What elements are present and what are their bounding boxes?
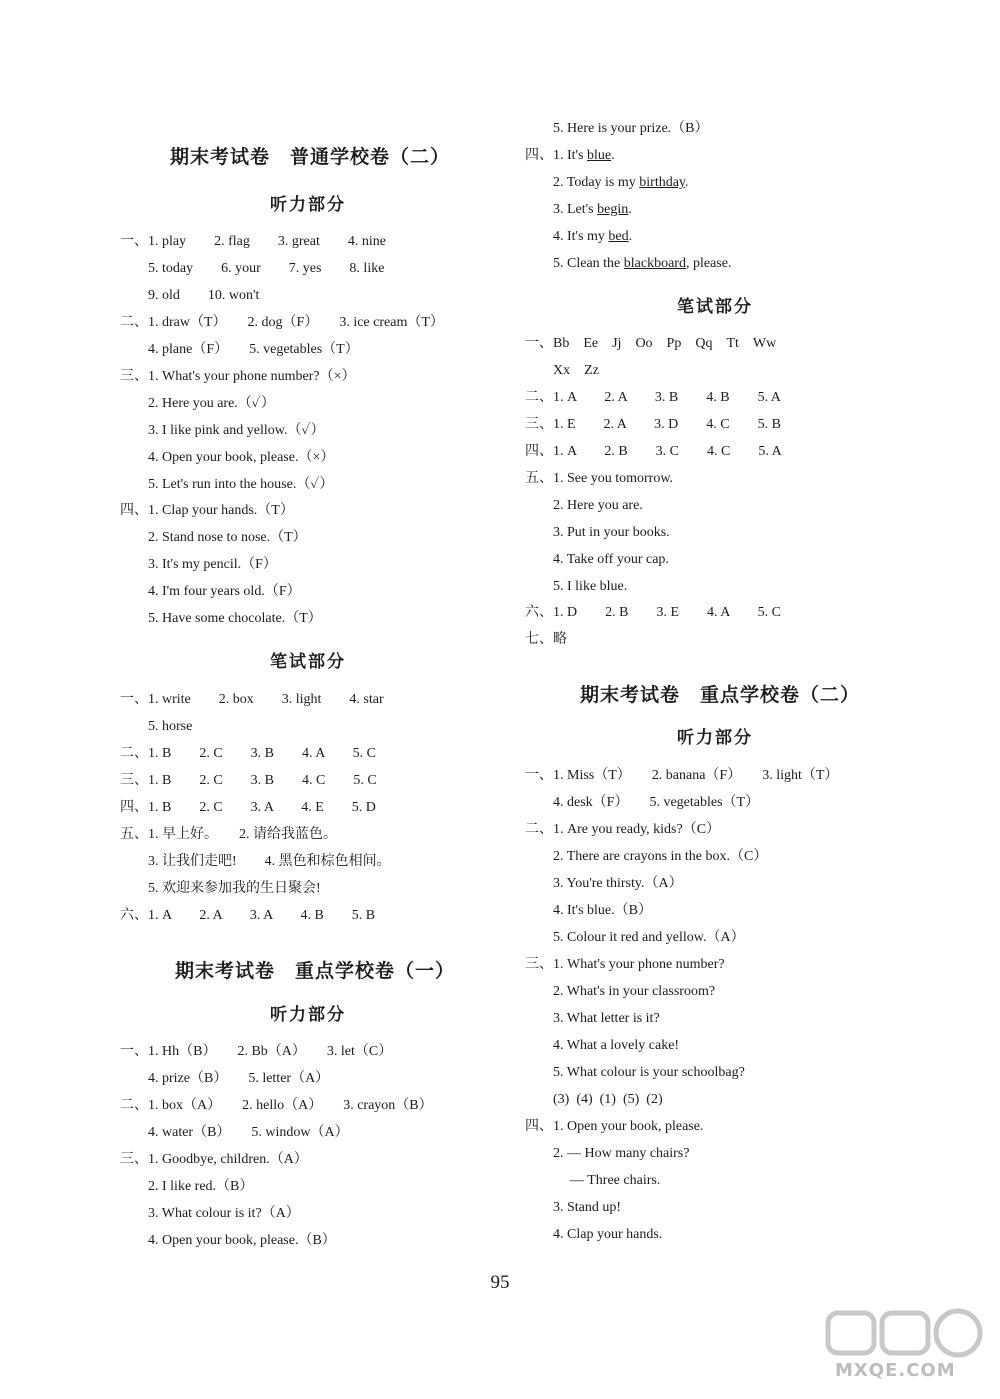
answer-line: 二、1. A 2. A 3. B 4. B 5. A [525, 390, 781, 405]
answer-line: 4. plane（F） 5. vegetables（T） [148, 342, 359, 357]
answer-line: 二、1. Are you ready, kids?（C） [525, 822, 721, 837]
answer-line: 4. Open your book, please.（×） [148, 450, 335, 465]
answer-line: 一、1. Miss（T） 2. banana（F） 3. light（T） [525, 768, 839, 783]
answer-line: 3. It's my pencil.（F） [148, 557, 277, 572]
section-listening: 听力部分 [677, 728, 753, 748]
answer-line: 三、1. What's your phone number?（×） [120, 369, 356, 384]
watermark-text: MXQE.COM [835, 1360, 956, 1381]
answer-line: 二、1. B 2. C 3. B 4. A 5. C [120, 746, 376, 761]
answer-line: 4. Open your book, please.（B） [148, 1233, 336, 1248]
answer-line: 2. Today is my birthday. [553, 175, 689, 190]
answer-line: 4. water（B） 5. window（A） [148, 1125, 349, 1140]
answer-line: 3. Put in your books. [553, 525, 670, 540]
exam-title-key-1: 期末考试卷 重点学校卷（一） [175, 960, 456, 982]
underlined-word: begin [597, 202, 629, 217]
answer-line: 一、Bb Ee Jj Oo Pp Qq Tt Ww [525, 336, 777, 351]
answer-line: 2. Stand nose to nose.（T） [148, 530, 307, 545]
answer-line: 3. I like pink and yellow.（✓） [148, 423, 325, 438]
answer-line: 4. Clap your hands. [553, 1227, 663, 1242]
answer-line: (3) (4) (1) (5) (2) [553, 1092, 663, 1107]
answer-line: 四、1. A 2. B 3. C 4. C 5. A [525, 444, 782, 459]
answer-line: 5. Clean the blackboard, please. [553, 256, 732, 271]
underlined-word: blue [587, 148, 612, 163]
answer-line: 3. What colour is it?（A） [148, 1206, 300, 1221]
answer-line: 四、1. It's blue. [525, 148, 615, 163]
answer-line: 4. It's my bed. [553, 229, 633, 244]
answer-line: 3. 让我们走吧! 4. 黑色和棕色相间。 [148, 854, 391, 869]
answer-line: 三、1. E 2. A 3. D 4. C 5. B [525, 417, 781, 432]
page-number: 95 [490, 1272, 510, 1293]
answer-line: 六、1. D 2. B 3. E 4. A 5. C [525, 605, 781, 620]
section-listening: 听力部分 [270, 195, 346, 215]
answer-line: 三、1. B 2. C 3. B 4. C 5. C [120, 773, 377, 788]
answer-line: 3. What letter is it? [553, 1011, 660, 1026]
answer-line: 3. You're thirsty.（A） [553, 876, 683, 891]
answer-line: 2. There are crayons in the box.（C） [553, 849, 768, 864]
exam-title-key-2: 期末考试卷 重点学校卷（二） [580, 684, 861, 706]
answer-line: Xx Zz [553, 363, 599, 378]
answer-line: 一、1. write 2. box 3. light 4. star [120, 692, 384, 707]
answer-line: 5. I like blue. [553, 579, 628, 594]
underlined-word: birthday [639, 175, 686, 190]
answer-line: 二、1. box（A） 2. hello（A） 3. crayon（B） [120, 1098, 433, 1113]
answer-line: 5. Have some chocolate.（T） [148, 611, 322, 626]
answer-line: 2. Here you are. [553, 498, 643, 513]
answer-line: 2. — How many chairs? [553, 1146, 690, 1161]
answer-line: 5. Colour it red and yellow.（A） [553, 930, 745, 945]
section-written: 笔试部分 [270, 652, 346, 672]
answer-line: 一、1. Hh（B） 2. Bb（A） 3. let（C） [120, 1044, 393, 1059]
answer-line: 5. horse [148, 719, 193, 734]
exam-title-ordinary-2: 期末考试卷 普通学校卷（二） [170, 146, 451, 168]
answer-line: 四、1. Clap your hands.（T） [120, 503, 294, 518]
section-listening: 听力部分 [270, 1005, 346, 1025]
answer-line: 4. What a lovely cake! [553, 1038, 680, 1053]
answer-line: 5. What colour is your schoolbag? [553, 1065, 745, 1080]
answer-line: 五、1. See you tomorrow. [525, 471, 674, 486]
section-written: 笔试部分 [677, 297, 753, 317]
answer-line: 一、1. play 2. flag 3. great 4. nine [120, 234, 386, 249]
answer-line: 5. today 6. your 7. yes 8. like [148, 261, 385, 276]
answer-line: 二、1. draw（T） 2. dog（F） 3. ice cream（T） [120, 315, 444, 330]
answer-line: 2. Here you are.（✓） [148, 396, 275, 411]
answer-line: 2. What's in your classroom? [553, 984, 716, 999]
answer-line: 9. old 10. won't [148, 288, 260, 303]
underlined-word: bed [608, 229, 629, 244]
answer-line: 4. It's blue.（B） [553, 903, 652, 918]
watermark-logo [820, 1305, 995, 1395]
answer-line: 4. I'm four years old.（F） [148, 584, 301, 599]
answer-line: 四、1. B 2. C 3. A 4. E 5. D [120, 800, 376, 815]
answer-line: 3. Stand up! [553, 1200, 622, 1215]
underlined-word: blackboard [623, 256, 686, 271]
answer-line: 三、1. Goodbye, children.（A） [120, 1152, 308, 1167]
answer-line: 2. I like red.（B） [148, 1179, 254, 1194]
answer-line: 五、1. 早上好。 2. 请给我蓝色。 [120, 827, 337, 842]
answer-line: 三、1. What's your phone number? [525, 957, 725, 972]
answer-line: — Three chairs. [570, 1173, 661, 1188]
answer-line: 七、略 [525, 632, 567, 647]
answer-line: 3. Let's begin. [553, 202, 632, 217]
answer-line: 5. 欢迎来参加我的生日聚会! [148, 881, 321, 896]
answer-line: 4. prize（B） 5. letter（A） [148, 1071, 330, 1086]
answer-line: 5. Let's run into the house.（✓） [148, 477, 334, 492]
answer-line: 4. desk（F） 5. vegetables（T） [553, 795, 760, 810]
answer-line: 六、1. A 2. A 3. A 4. B 5. B [120, 908, 376, 923]
answer-line: 4. Take off your cap. [553, 552, 669, 567]
answer-line: 四、1. Open your book, please. [525, 1119, 704, 1134]
answer-line: 5. Here is your prize.（B） [553, 121, 709, 136]
